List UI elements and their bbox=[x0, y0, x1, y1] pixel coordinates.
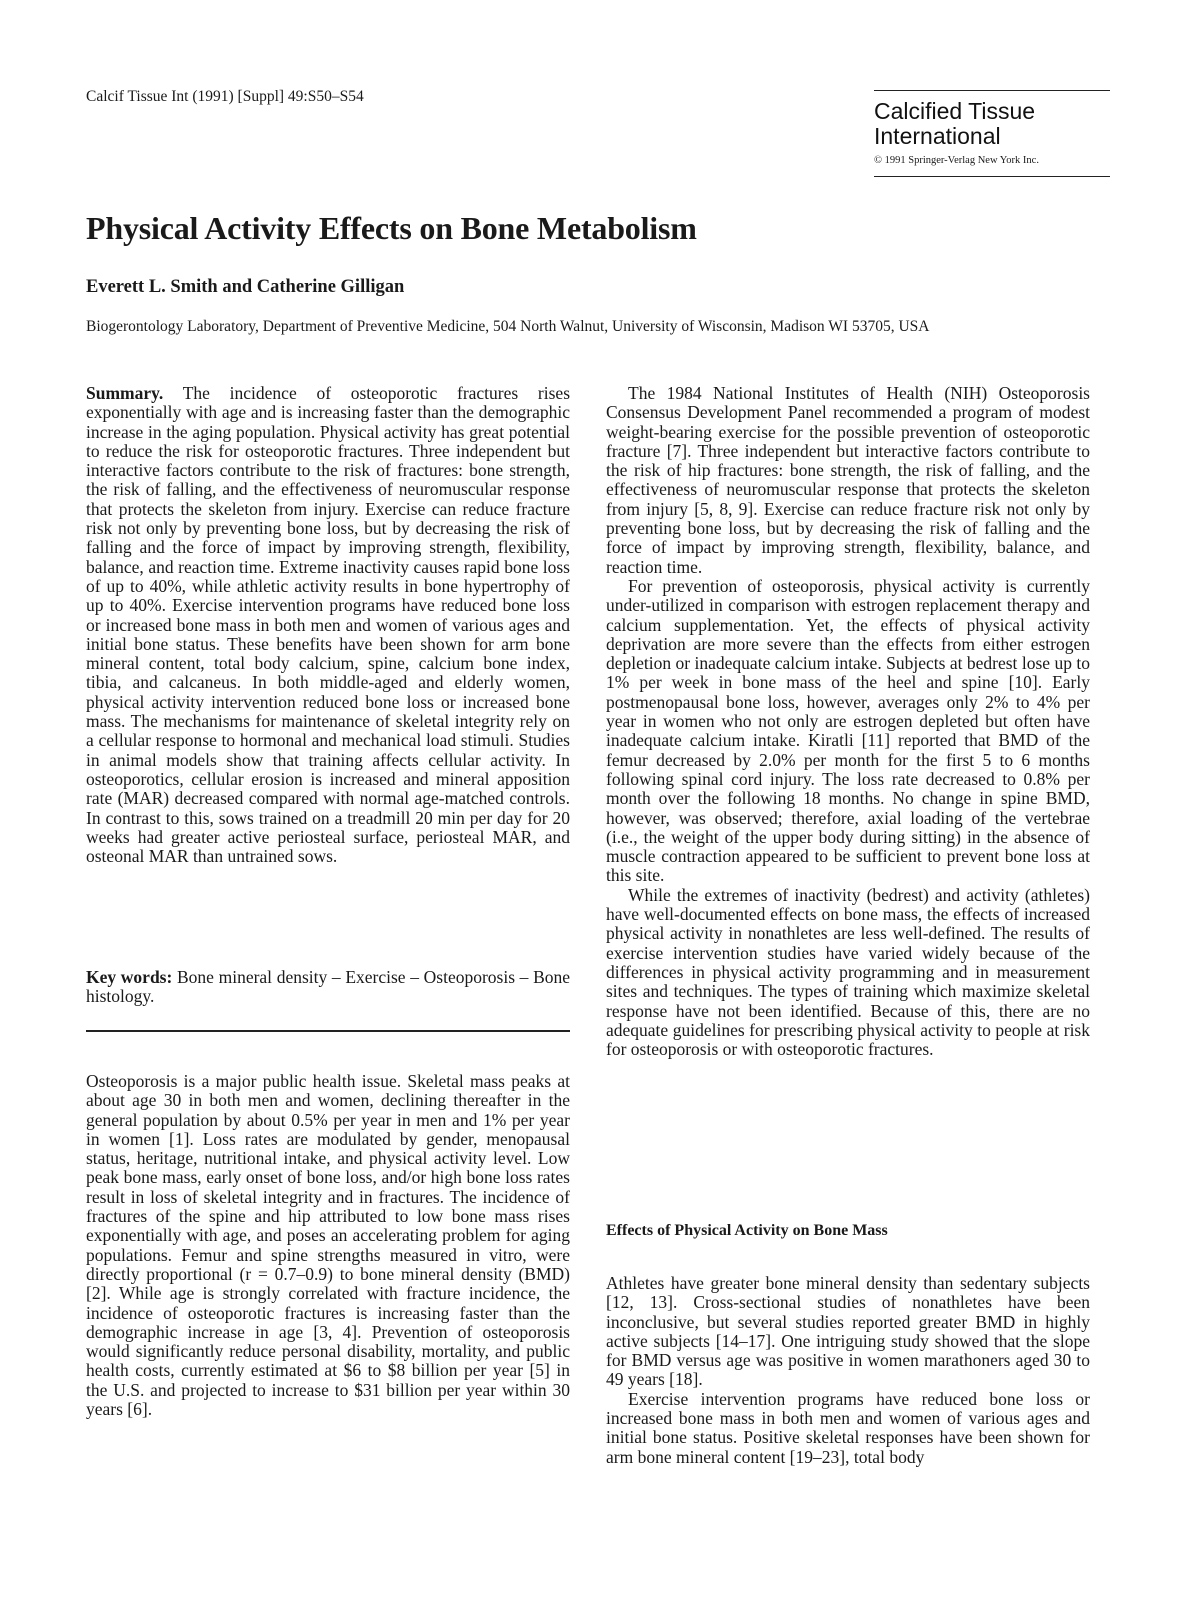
abstract-divider bbox=[86, 1030, 570, 1032]
summary-label: Summary. bbox=[86, 383, 164, 403]
body-paragraph: The 1984 National Institutes of Health (NIH) Osteoporosis Consensus Development Panel recommended a program of modest weight-bearing exercise for the possible prevention of osteoporotic fracture [7]. Three independent but interactive factors contribute to the risk of hip fractures: bone strength, the risk of falling, and the effectiveness of neuromuscular response that protects the skeleton from injury [5, 8, 9]. Exercise can reduce fracture risk not only by preventing bone loss, but by decreasing the risk of falling and the force of impact by improving strength, flexibility, balance, and reaction time. bbox=[606, 383, 1090, 577]
article-authors: Everett L. Smith and Catherine Gilligan bbox=[86, 277, 405, 297]
body-paragraph: For prevention of osteoporosis, physical activity is currently under-utilized in comparison with estrogen replacement therapy and calcium supplementation. Yet, the effects of physical activity deprivation are more severe than the effects from either estrogen depletion or inadequate calcium intake. Subjects at bedrest lose up to 1% per week in bone mass of the heel and spine [10]. Early postmenopausal bone loss, however, averages only 2% to 4% per year in women who not only are estrogen depleted but often have inadequate calcium intake. Kiratli [11] reported that BMD of the femur decreased by 2.0% per month for the first 5 to 6 months following spinal cord injury. The loss rate decreased to 0.8% per month over the following 18 months. No change in spine BMD, however, was observed; therefore, axial loading of the vertebrae (i.e., the weight of the upper body during sitting) in the absence of muscle contraction appeared to be sufficient to prevent bone loss at this site. bbox=[606, 575, 1090, 886]
introduction-block bbox=[86, 1072, 570, 1419]
keywords-paragraph bbox=[86, 968, 570, 1007]
intro-paragraph: Osteoporosis is a major public health issue. Skeletal mass peaks at about age 30 in both men and women, declining thereafter in the general population by about 0.5% per year in men and 1% per year in women [1]. Loss rates are modulated by gender, menopausal status, heritage, nutritional intake, and physical activity level. Low peak bone mass, early onset of bone loss, and/or high bone loss rates result in loss of skeletal integrity and in fractures. The incidence of fractures of the spine and hip attributed to low bone mass rises exponentially with age, and poses an accelerating problem for aging populations. Femur and spine strengths measured in vitro, were directly proportional (r = 0.7–0.9) to bone mineral density (BMD) [2]. While age is strongly correlated with fracture incidence, the incidence of osteoporotic fractures is increasing faster than the demographic increase in age [3, 4]. Prevention of osteoporosis would significantly reduce personal disability, mortality, and public health costs, currently estimated at $6 to $8 billion per year [5] in the U.S. and projected to increase to $31 billion per year within 30 years [6]. bbox=[86, 1071, 570, 1420]
journal-masthead bbox=[874, 90, 1110, 177]
summary-text: The incidence of osteoporotic fractures rises exponentially with age and is increasing faster than the demographic increase in the aging population. Physical activity has great potential to reduce the risk for osteoporotic fractures. Three independent but interactive factors contribute to the risk of fractures: bone strength, the risk of falling, and the effectiveness of neuromuscular response that protects the skeleton from injury. Exercise can reduce fracture risk not only by preventing bone loss, but by decreasing the risk of falling and the force of impact by improving strength, flexibility, balance, and reaction time. Extreme inactivity causes rapid bone loss of up to 40%, while athletic activity results in bone hypertrophy of up to 40%. Exercise intervention programs have reduced bone loss or increased bone mass in both men and women of various ages and initial bone status. These benefits have been shown for arm bone mineral content, total body calcium, spine, calcium bone index, tibia, and calcaneus. In both middle-aged and elderly women, physical activity intervention reduced bone loss or increased bone mass. The mechanisms for maintenance of skeletal integrity rely on a cellular response to hormonal and mechanical load stimuli. Studies in animal models show that training affects cellular activity. In osteoporotics, cellular erosion is increased and mineral apposition rate (MAR) decreased compared with normal age-matched controls. In contrast to this, sows trained on a treadmill 20 min per day for 20 weeks had greater active periosteal surface, periosteal MAR, and osteonal MAR than untrained sows. bbox=[86, 383, 571, 867]
section-body bbox=[606, 1274, 1090, 1467]
keywords-text: Bone mineral density – Exercise – Osteoporosis – Bone histology. bbox=[86, 967, 571, 1007]
body-paragraph: While the extremes of inactivity (bedrest) and activity (athletes) have well-documented effects on bone mass, the effects of increased physical activity in nonathletes are less well-defined. The results of exercise intervention studies have varied widely because of the differences in physical activity programming and in measurement sites and techniques. The types of training which maximize skeletal response have not been identified. Because of this, there are no adequate guidelines for prescribing physical activity to people at risk for osteoporosis or with osteoporotic fractures. bbox=[606, 884, 1090, 1060]
article-title: Physical Activity Effects on Bone Metabolism bbox=[86, 210, 697, 246]
keywords-block bbox=[86, 968, 570, 1007]
right-column-body bbox=[606, 384, 1090, 1059]
summary-block bbox=[86, 384, 570, 866]
copyright-notice: © 1991 Springer-Verlag New York Inc. bbox=[874, 155, 1039, 166]
journal-name-line-2: International bbox=[874, 123, 1001, 149]
author-affiliation: Biogerontology Laboratory, Department of Preventive Medicine, 504 North Walnut, University of Wisconsin, Madison WI 53705, USA bbox=[86, 318, 930, 335]
journal-name-line-1: Calcified Tissue bbox=[874, 98, 1036, 124]
summary-paragraph bbox=[86, 384, 570, 866]
keywords-label: Key words: bbox=[86, 967, 173, 987]
section-heading: Effects of Physical Activity on Bone Mass bbox=[606, 1222, 888, 1239]
journal-citation: Calcif Tissue Int (1991) [Suppl] 49:S50–S54 bbox=[86, 88, 364, 105]
section-paragraph: Exercise intervention programs have reduced bone loss or increased bone mass in both men and women of various ages and initial bone status. Positive skeletal responses have been shown for arm bone mineral content [19–23], total body bbox=[606, 1388, 1090, 1467]
section-paragraph: Athletes have greater bone mineral density than sedentary subjects [12, 13]. Cross-sectional studies of nonathletes have been inconclusive, but several studies reported greater BMD in highly active subjects [14–17]. One intriguing study showed that the slope for BMD versus age was positive in women marathoners aged 30 to 49 years [18]. bbox=[606, 1273, 1090, 1390]
